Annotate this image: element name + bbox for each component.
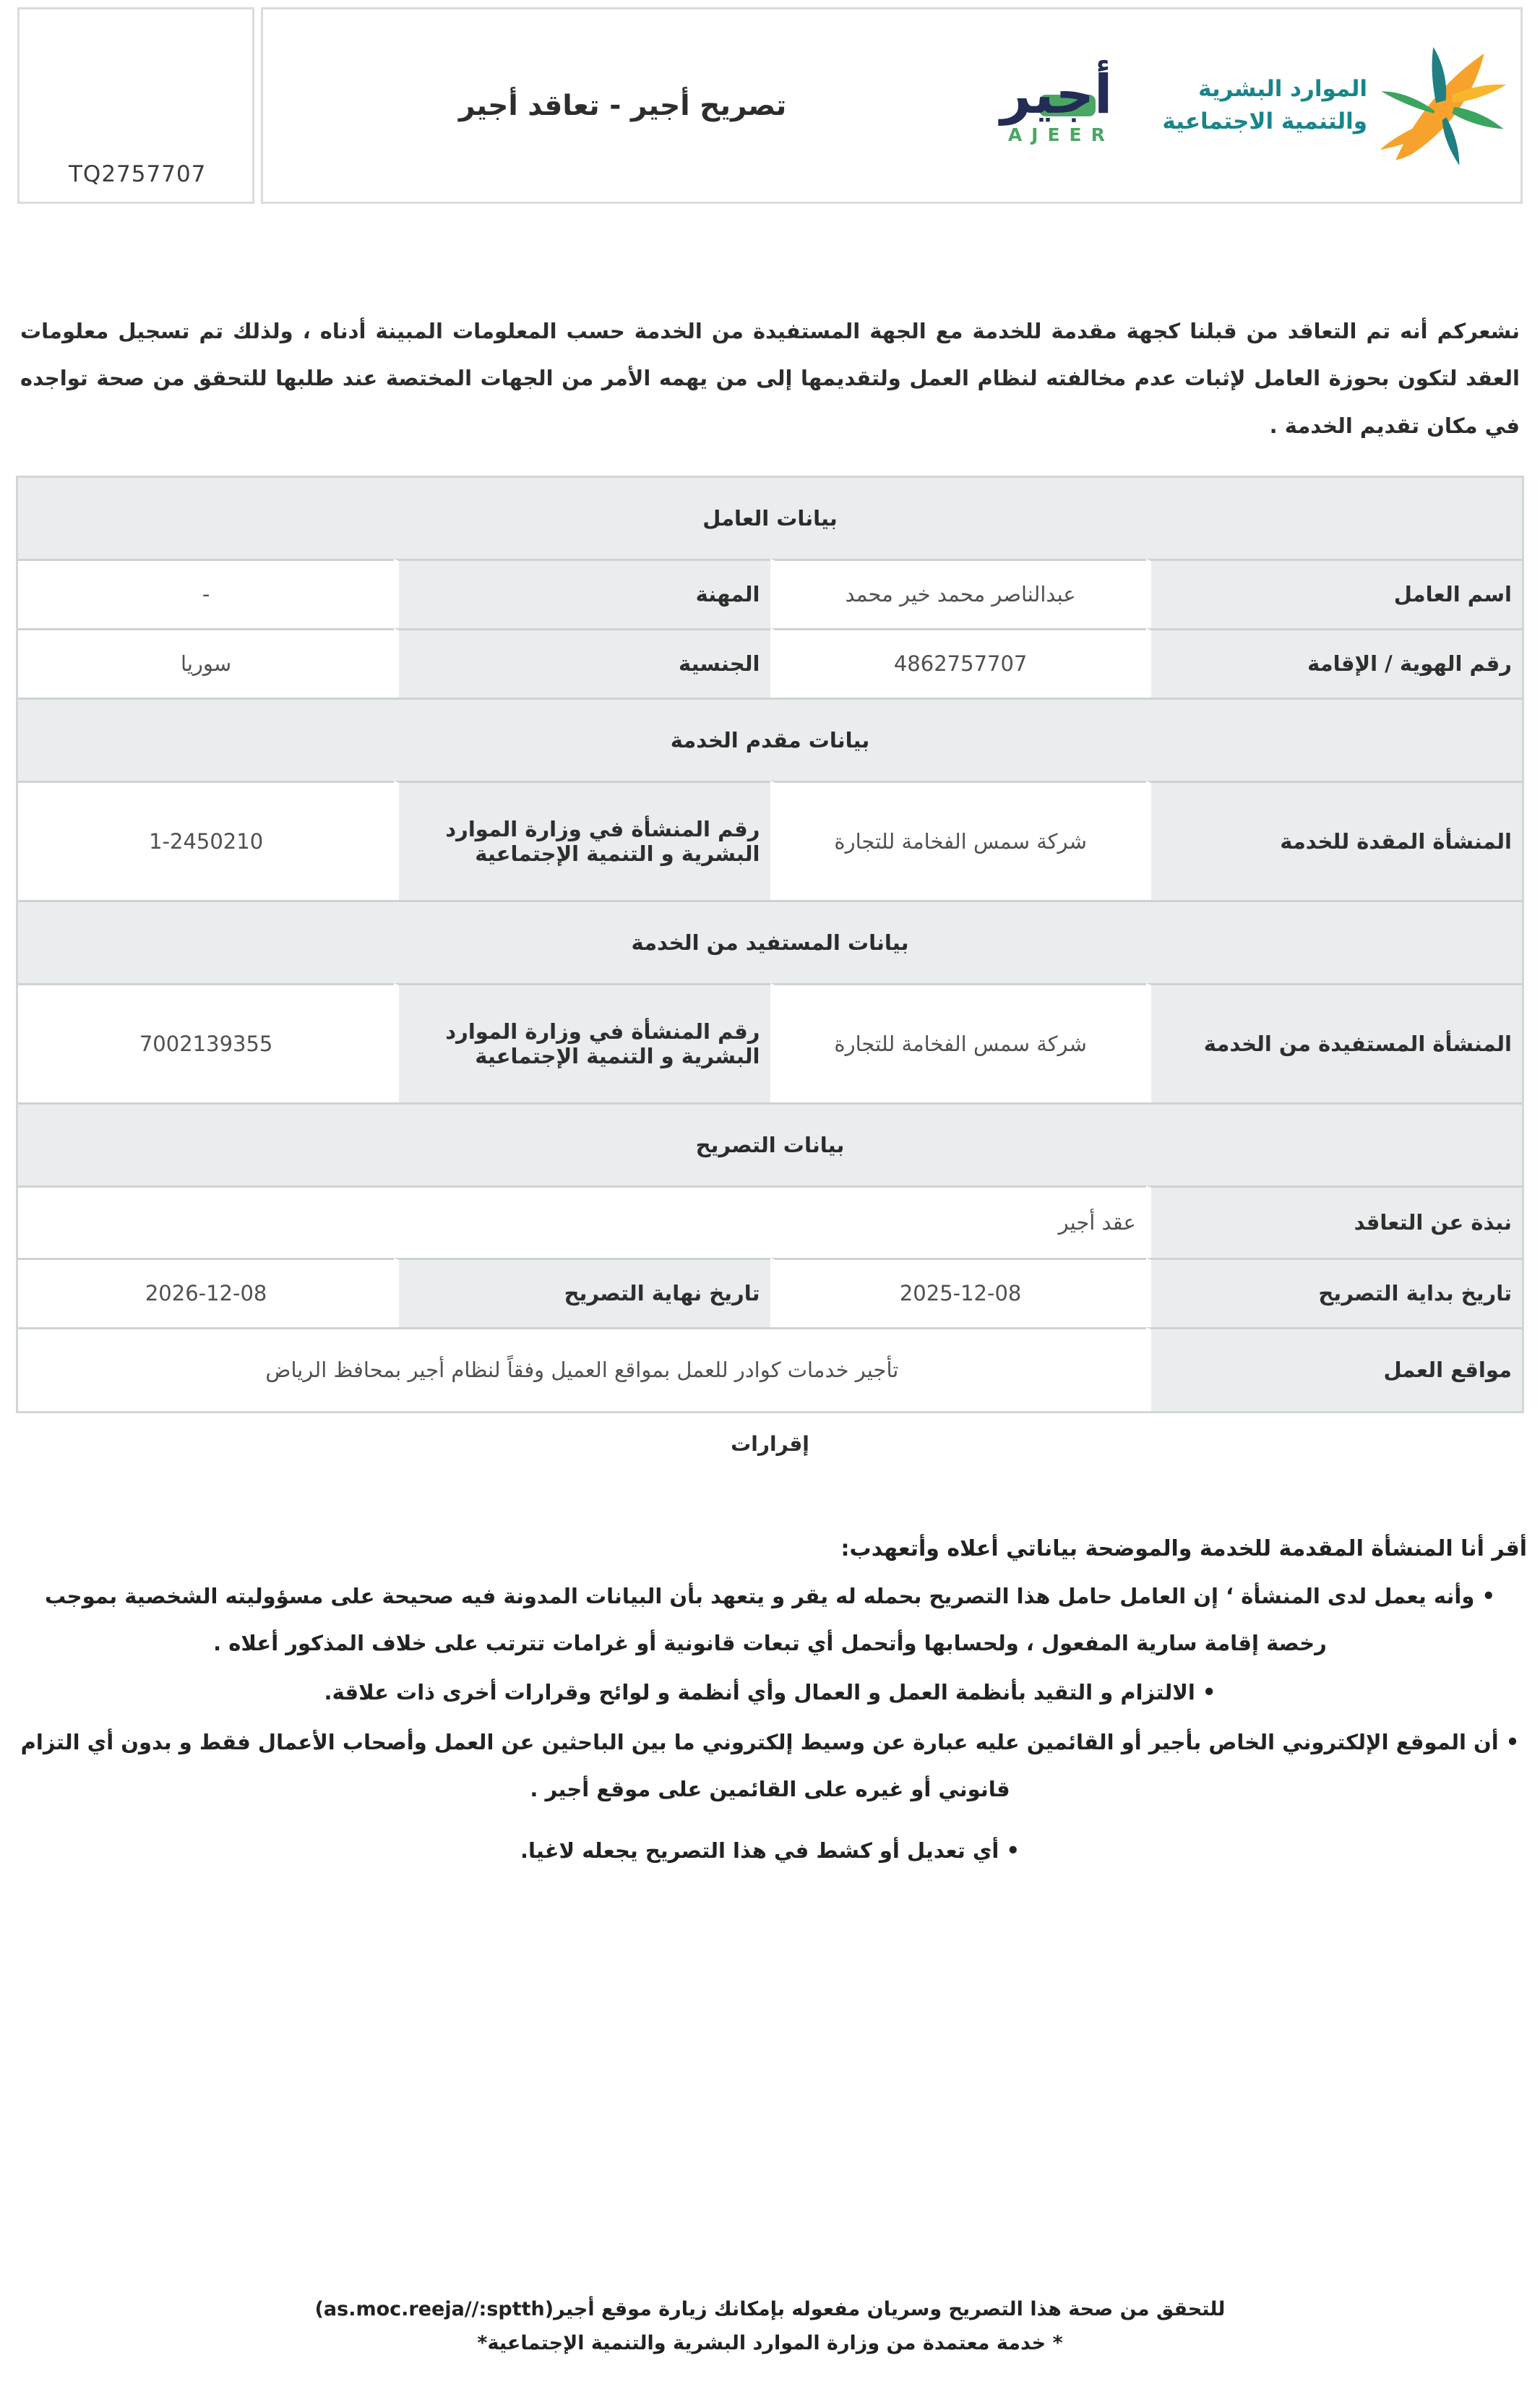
document-number: TQ2757707 — [69, 161, 207, 187]
header — [17, 7, 1523, 204]
nationality-label: الجنسية — [394, 628, 770, 698]
ministry-logo-line2: والتنمية الاجتماعية — [1162, 108, 1367, 134]
declarations-title: إقرارات — [731, 1431, 809, 1456]
table-row — [18, 1186, 1522, 1258]
document-number-box — [17, 7, 254, 204]
permit-end-date-value: 2026-12-08 — [18, 1258, 394, 1327]
table-row — [18, 628, 1522, 698]
permit-start-date-label: تاريخ بداية التصريح — [1146, 1258, 1522, 1327]
section-beneficiary — [18, 900, 1522, 983]
permit-start-date-value: 2025-12-08 — [770, 1258, 1146, 1327]
contract-about-label: نبذة عن التعاقد — [1146, 1186, 1522, 1258]
table-row — [18, 1327, 1522, 1411]
section-title-provider: بيانات مقدم الخدمة — [18, 698, 1522, 781]
table-row — [18, 781, 1522, 900]
section-title-beneficiary: بيانات المستفيد من الخدمة — [18, 900, 1522, 983]
footer-verify-text: للتحقق من صحة هذا التصريح وسريان مفعوله بإمكانك زيارة موقع أجير — [554, 2298, 1226, 2320]
declaration-item: • أن الموقع الإلكتروني الخاص بأجير أو القائمين عليه عبارة عن وسيط إلكتروني ما بين الباحثين عن العمل وأصحاب الأعمال فقط و بدون أي التزام قانوني أو غيره على القائمين على موقع أجير . — [12, 1719, 1528, 1814]
worker-name-value: عبدالناصر محمد خير محمد — [770, 559, 1146, 628]
footer-approved-line: * خدمة معتمدة من وزارة الموارد البشرية والتنمية الإجتماعية* — [477, 2332, 1063, 2354]
declaration-item: • وأنه يعمل لدى المنشأة ‘ إن العامل حامل هذا التصريح بحمله له يقر و يتعهد بأن البيانات المدونة فيه صحيحة على مسؤوليته الشخصية بموجب رخصة إقامة سارية المفعول ، ولحسابها وأتحمل أي تبعات قانونية أو غرامات تترتب على خلاف المذكور أعلاه . — [12, 1573, 1528, 1668]
section-provider — [18, 698, 1522, 781]
permit-table — [16, 476, 1524, 1413]
provider-mol-number-value: 1-2450210 — [18, 781, 394, 900]
page-title: تصريح أجير - تعاقد أجير — [459, 89, 787, 122]
worker-name-label: اسم العامل — [1146, 559, 1522, 628]
declaration-item: • الالتزام و التقيد بأنظمة العمل و العمال وأي أنظمة و لوائح وقرارات أخرى ذات علاقة. — [12, 1669, 1528, 1716]
ministry-logo-line1: الموارد البشرية — [1198, 76, 1367, 103]
provider-establishment-label: المنشأة المقدة للخدمة — [1146, 781, 1522, 900]
ministry-palm-emblem-icon — [1377, 37, 1507, 174]
footer-verify-line — [0, 2298, 1540, 2320]
id-number-label: رقم الهوية / الإقامة — [1146, 628, 1522, 698]
beneficiary-mol-number-value: 7002139355 — [18, 983, 394, 1102]
work-locations-label: مواقع العمل — [1146, 1327, 1522, 1411]
ajeer-logo — [975, 63, 1137, 146]
section-title-permit: بيانات التصريح — [18, 1102, 1522, 1186]
section-title-worker: بيانات العامل — [18, 478, 1522, 559]
table-row — [18, 983, 1522, 1102]
title-wrap — [278, 90, 968, 122]
provider-establishment-value: شركة سمس الفخامة للتجارة — [770, 781, 1146, 900]
nationality-value: سوريا — [18, 628, 394, 698]
id-number-value: 4862757707 — [770, 628, 1146, 698]
profession-value: - — [18, 559, 394, 628]
header-main-box — [261, 7, 1523, 204]
footer — [0, 2298, 1540, 2354]
ministry-logo-text — [1162, 73, 1367, 138]
ministry-logo — [1162, 37, 1507, 174]
footer-verify-url: (as.moc.reeja//:sptth) — [314, 2298, 554, 2320]
beneficiary-establishment-label: المنشأة المستفيدة من الخدمة — [1146, 983, 1522, 1102]
permit-end-date-label: تاريخ نهاية التصريح — [394, 1258, 770, 1327]
declarations-list — [12, 1573, 1528, 1875]
contract-about-value: عقد أجير — [18, 1186, 1146, 1258]
ajeer-logo-latin: AJEER — [1007, 124, 1114, 146]
provider-mol-number-label: رقم المنشأة في وزارة الموارد البشرية و التنمية الإجتماعية — [394, 781, 770, 900]
section-permit — [18, 1102, 1522, 1186]
intro-paragraph: نشعركم أنه تم التعاقد من قبلنا كجهة مقدمة للخدمة مع الجهة المستفيدة من الخدمة حسب المعلومات المبينة أدناه ، ولذلك تم تسجيل معلومات العقد لتكون بحوزة العامل لإثبات عدم مخالفته لنظام العمل ولتقديمها إلى من يهمه الأمر من الجهات المختصة عند طلبها للتحقق من صحة تواجده في مكان تقديم الخدمة . — [20, 319, 1520, 438]
ajeer-logo-arabic: أجير — [1000, 63, 1113, 126]
declarations-heading: أقر أنا المنشأة المقدمة للخدمة والموضحة بياناتي أعلاه وأتعهدب: — [840, 1535, 1527, 1561]
beneficiary-mol-number-label: رقم المنشأة في وزارة الموارد البشرية و التنمية الإجتماعية — [394, 983, 770, 1102]
table-row — [18, 1258, 1522, 1327]
profession-label: المهنة — [394, 559, 770, 628]
table-row — [18, 559, 1522, 628]
beneficiary-establishment-value: شركة سمس الفخامة للتجارة — [770, 983, 1146, 1102]
declaration-item: • أي تعديل أو كشط في هذا التصريح يجعله لاغيا. — [12, 1827, 1528, 1874]
work-locations-value: تأجير خدمات كوادر للعمل بمواقع العميل وفقاً لنظام أجير بمحافظ الرياض — [18, 1327, 1146, 1411]
section-worker — [18, 478, 1522, 559]
